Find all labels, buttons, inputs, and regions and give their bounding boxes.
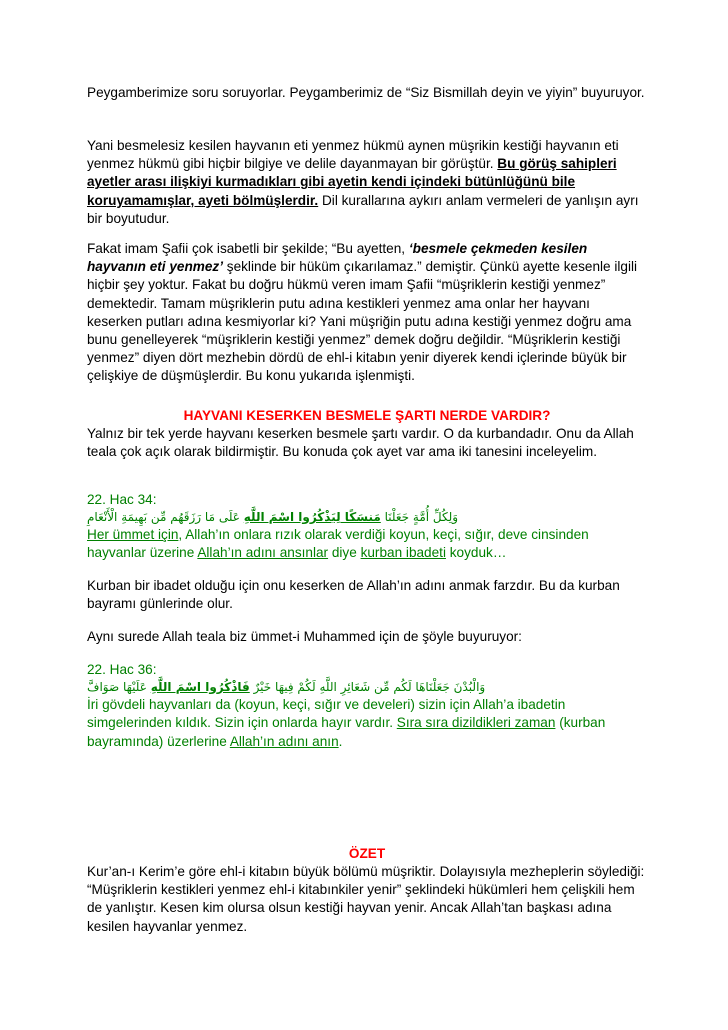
paragraph-1: Peygamberimize soru soruyorlar. Peygamberimiz de “Siz Bismillah deyin ve yiyin” buyuruyor. [87,85,645,100]
paragraph-5: Kurban bir ibadet olduğu için onu keserken de Allah’ın adını anmak farzdır. Bu da kurban bayramı günlerinde olur. [87,578,620,612]
verse-1-arabic-c: عَلَى مَا رَزَقَهُم مِّن بَهِيمَةِ الْأَنْعَامِ [87,510,244,525]
section-heading-besmele: HAYVANI KESERKEN BESMELE ŞARTI NERDE VARDIR? [183,408,551,423]
verse-2 [87,661,647,751]
verse-1-t2: , Allah’ın onlara rızık olarak verdiği koyun, keçi, sığır, deve cinsinden hayvanlar üzerine [87,527,589,561]
paragraph-2 [87,137,647,228]
verse-1 [87,491,647,563]
verse-2-arabic-a: وَالْبُدْنَ جَعَلْنَاهَا لَكُم مِّن شَعَائِرِ اللَّهِ لَكُمْ فِيهَا خَيْرٌ [249,680,486,695]
verse-2-reference: 22. Hac 36: [87,662,157,677]
paragraph-3 [87,240,647,386]
verse-1-arabic-a: وَلِكُلِّ أُمَّةٍ جَعَلْنَا [380,510,459,525]
verse-1-reference: 22. Hac 34: [87,492,157,507]
paragraph-3-quote: ‘besmele çekmeden kesilen hayvanın eti yenmez’ [87,241,588,275]
verse-2-t2: Sıra sıra dizildikleri zaman [396,715,556,731]
paragraph-3-text-c: şeklinde bir hüküm çıkarılamaz.” demiştir. Çünkü ayette kesenle ilgili hiçbir şey yoktur. Fakat bu doğru hükmü veren imam Şafii “müşriklerin kestiği yenmez” demektedir. Tamam müşriklerin putu adına kestikleri yenmez ama onlar her hayvanı keserken putları adına kesmiyorlar ki? Yani müşriğin putu adına kestiği yenmez doğru ama bunu genelleyerek “müşriklerin kestiği yenmez” demek doğru değildir. “Müşriklerin kestiği yenmez” diyen dört mezhebin dördü de ehl-i kitabın yenir diyerek kendi içlerinde büyük bir çelişkiye de düşmüşlerdir. Bu konu yukarıda işlenmişti. [87,259,638,384]
verse-1-t4: diye [328,545,361,561]
verse-1-t5: kurban ibadeti [360,545,446,561]
verse-2-arabic-emphasis: فَاذْكُرُوا اسْمَ اللَّهِ [150,680,250,695]
paragraph-3-text-a: Fakat imam Şafii çok isabetli bir şekilde; “Bu ayetten, [87,241,409,256]
section-heading-ozet: ÖZET [348,846,386,861]
verse-2-t4: Allah’ın adını anın [229,733,339,749]
verse-2-t1: İri gövdeli hayvanları da (koyun, keçi, sığır ve develeri) sizin için Allah’a ibadetin simgelerinden kıldık. Sizin için onlarda hayır vardır. [87,697,566,731]
verse-2-t3: (kurban bayramında) üzerlerine [87,715,606,749]
verse-2-arabic-c: عَلَيْهَا صَوَافَّ [87,680,151,695]
paragraph-6: Aynı surede Allah teala biz ümmet-i Muhammed için de şöyle buyuruyor: [87,629,522,644]
verse-2-translation [87,696,647,751]
paragraph-2-text-c: Dil kurallarına aykırı anlam vermeleri de yanlışın ayrı bir boyutudur. [87,192,639,226]
verse-1-arabic-emphasis: مَنسَكًا لِيَذْكُرُوا اسْمَ اللَّهِ [243,510,381,525]
verse-1-translation [87,526,647,562]
verse-2-arabic [87,679,647,696]
paragraph-4: Yalnız bir tek yerde hayvanı keserken besmele şartı vardır. O da kurbandadır. Onu da Allah teala çok açık olarak bildirmiştir. Bu konuda çok ayet var ama iki tanesini inceleyelim. [87,426,634,460]
paragraph-7: Kur’an-ı Kerim’e göre ehl-i kitabın büyük bölümü müşriktir. Dolayısıyla mezheplerin söylediği: “Müşriklerin kestikleri yenmez ehl-i kitabınkiler yenir” şeklindeki hükümleri hem çelişkili hem de yanlıştır. Kesen kim olursa olsun kestiği hayvan yenir. Ancak Allah’tan başkası adına kesilen hayvanlar yenmez. [87,864,645,934]
verse-2-t5: . [338,733,343,749]
verse-1-t6: koyduk… [445,545,507,561]
verse-1-t1: Her ümmet için [87,527,179,543]
paragraph-2-emphasis: Bu görüş sahipleri ayetler arası ilişkiyi kurmadıkları gibi ayetin kendi içindeki bütünlüğünü bile koruyamamışlar, ayeti bölmüşlerdir. [87,156,617,208]
verse-1-t3: Allah’ın adını ansınlar [197,545,329,561]
paragraph-2-text-a: Yani besmelesiz kesilen hayvanın eti yenmez hükmü aynen müşrikin kestiği hayvanın eti yenmez hükmü gibi hiçbir bilgiye ve delile dayanmayan bir görüştür. [87,138,619,172]
verse-1-arabic [87,509,647,526]
